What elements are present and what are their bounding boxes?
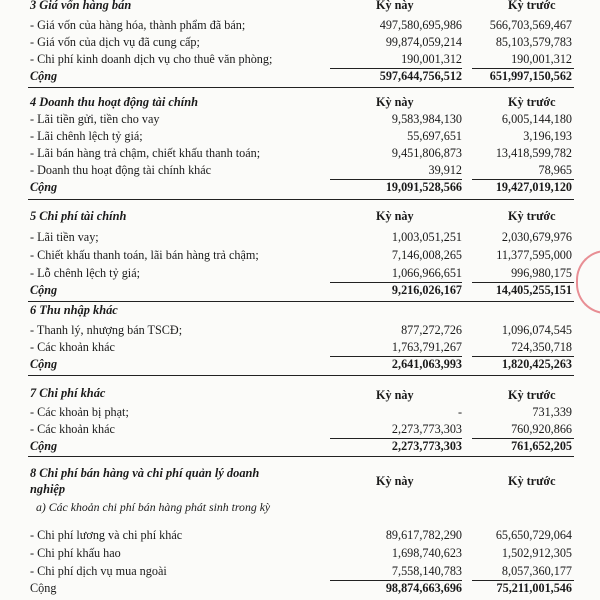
sec4-header-ky-nay: Kỳ này (376, 95, 414, 109)
sec7-header-ky-nay: Kỳ này (376, 388, 414, 402)
sec5-row-2-v1: 7,146,008,265 (391, 248, 462, 262)
sec7-header-ky-truoc: Kỳ trước (508, 388, 556, 402)
sec8-subtitle: a) Các khoản chi phí bán hàng phát sinh trong kỳ (36, 500, 271, 514)
sec8-row-1-v2: 65,650,729,064 (495, 528, 572, 542)
sec6-total-label: Cộng (30, 357, 58, 371)
sec5-row-3-label: - Lỗ chênh lệch tỷ giá; (30, 266, 140, 280)
sec7-total-v2: 761,652,205 (511, 439, 572, 453)
sec5-row-3-v1: 1,066,966,651 (391, 266, 462, 280)
sec3-row-2-label: - Giá vốn của dịch vụ đã cung cấp; (30, 35, 200, 49)
sec4-row-4-label: - Doanh thu hoạt động tài chính khác (30, 163, 212, 177)
sec5-header-ky-truoc: Kỳ trước (508, 209, 556, 223)
sec3-row-2-v1: 99,874,059,214 (385, 35, 462, 49)
sec8-row-1-v1: 89,617,782,290 (385, 528, 462, 542)
sec3-total-v1: 597,644,756,512 (379, 69, 462, 83)
sec4-row-2-v1: 55,697,651 (407, 129, 462, 143)
sec5-row-1-v2: 2,030,679,976 (501, 230, 572, 244)
sec3-total-label: Cộng (30, 69, 58, 83)
sec3-row-1-v2: 566,703,569,467 (489, 18, 572, 32)
sec8-row-2-v1: 1,698,740,623 (391, 546, 462, 560)
sec4-total-v2: 19,427,019,120 (495, 180, 572, 194)
sec5-total-v1: 9,216,026,167 (391, 283, 462, 297)
sec5-bottom-rule (28, 301, 574, 302)
sec4-total-label: Cộng (30, 180, 58, 194)
sec4-row-4-v2: 78,965 (538, 163, 572, 177)
sec3-row-3-label: - Chi phí kinh doanh dịch vụ cho thuê văn phòng; (30, 52, 273, 66)
sec3-bottom-rule (28, 87, 574, 88)
sec4-total-v1: 19,091,528,566 (385, 180, 462, 194)
sec5-total-v2: 14,405,255,151 (495, 283, 572, 297)
sec3-total-v2: 651,997,150,562 (489, 69, 572, 83)
sec4-row-1-v2: 6,005,144,180 (501, 112, 572, 126)
section-3-title: 3 Giá vốn hàng bán (30, 0, 132, 12)
sec8-total-v1: 98,874,663,696 (385, 581, 462, 595)
sec8-header-ky-truoc: Kỳ trước (508, 474, 556, 488)
sec8-header-ky-nay: Kỳ này (376, 474, 414, 488)
section-6-title: 6 Thu nhập khác (30, 303, 118, 317)
sec5-row-2-v2: 11,377,595,000 (496, 248, 572, 262)
sec4-bottom-rule (28, 199, 574, 200)
sec4-row-1-label: - Lãi tiền gửi, tiền cho vay (30, 112, 160, 126)
section-4-title: 4 Doanh thu hoạt động tài chính (30, 95, 199, 109)
sec7-row-1-v1: - (457, 405, 462, 419)
sec3-row-3-v2: 190,001,312 (511, 52, 572, 66)
header-ky-nay: Kỳ này (376, 0, 414, 12)
sec5-header-ky-nay: Kỳ này (376, 209, 414, 223)
section-7-title: 7 Chi phí khác (30, 386, 106, 400)
sec6-row-2-label: - Các khoản khác (30, 340, 115, 354)
sec8-row-3-v2: 8,057,360,177 (501, 564, 572, 578)
sec8-total-label: Cộng (30, 581, 57, 595)
sec5-row-1-v1: 1,003,051,251 (391, 230, 462, 244)
sec7-row-2-label: - Các khoản khác (30, 422, 115, 436)
sec6-bottom-rule (28, 375, 574, 376)
sec6-row-1-v1: 877,272,726 (401, 323, 462, 337)
sec7-total-label: Cộng (30, 439, 58, 453)
sec8-total-v2: 75,211,001,546 (496, 581, 572, 595)
sec6-row-1-label: - Thanh lý, nhượng bán TSCĐ; (30, 323, 183, 337)
sec7-row-2-v2: 760,920,866 (511, 422, 572, 436)
sec3-row-1-label: - Giá vốn của hàng hóa, thành phẩm đã bán; (30, 18, 246, 32)
sec4-row-3-v1: 9,451,806,873 (391, 146, 462, 160)
sec4-row-4-v1: 39,912 (428, 163, 462, 177)
header-ky-truoc: Kỳ trước (508, 0, 556, 12)
sec4-row-2-v2: 3,196,193 (523, 129, 572, 143)
sec4-header-ky-truoc: Kỳ trước (508, 95, 556, 109)
red-stamp-edge (576, 250, 600, 314)
sec8-row-2-v2: 1,502,912,305 (501, 546, 572, 560)
sec6-row-2-v1: 1,763,791,267 (391, 340, 462, 354)
sec6-row-1-v2: 1,096,074,545 (501, 323, 572, 337)
section-8-title: 8 Chi phí bán hàng và chi phí quản lý doanh nghiệp (30, 466, 260, 496)
sec7-row-1-label: - Các khoản bị phạt; (30, 405, 129, 419)
sec5-row-1-label: - Lãi tiền vay; (30, 230, 99, 244)
sec4-row-2-label: - Lãi chênh lệch tỷ giá; (30, 129, 143, 143)
sec8-row-1-label: - Chi phí lương và chi phí khác (30, 528, 183, 542)
sec4-row-3-label: - Lãi bán hàng trả chậm, chiết khấu thanh toán; (30, 146, 261, 160)
sec7-bottom-rule (28, 456, 574, 457)
section-5-title: 5 Chi phí tài chính (30, 209, 127, 223)
sec7-row-2-v1: 2,273,773,303 (391, 422, 462, 436)
sec7-row-1-v2: 731,339 (532, 405, 572, 419)
sec4-row-3-v2: 13,418,599,782 (495, 146, 572, 160)
sec3-row-3-v1: 190,001,312 (401, 52, 462, 66)
sec4-row-1-v1: 9,583,984,130 (391, 112, 462, 126)
sec3-row-2-v2: 85,103,579,783 (495, 35, 572, 49)
sec3-row-1-v1: 497,580,695,986 (379, 18, 462, 32)
sec8-row-3-label: - Chi phí dịch vụ mua ngoài (30, 564, 167, 578)
sec8-row-2-label: - Chi phí khấu hao (30, 546, 121, 560)
sec7-total-v1: 2,273,773,303 (391, 439, 462, 453)
sec5-row-2-label: - Chiết khấu thanh toán, lãi bán hàng trả chậm; (30, 248, 259, 262)
sec5-row-3-v2: 996,980,175 (511, 266, 572, 280)
sec5-total-label: Cộng (30, 283, 58, 297)
sec6-total-v2: 1,820,425,263 (501, 357, 572, 371)
sec6-row-2-v2: 724,350,718 (511, 340, 572, 354)
sec8-row-3-v1: 7,558,140,783 (391, 564, 462, 578)
sec6-total-v1: 2,641,063,993 (391, 357, 462, 371)
